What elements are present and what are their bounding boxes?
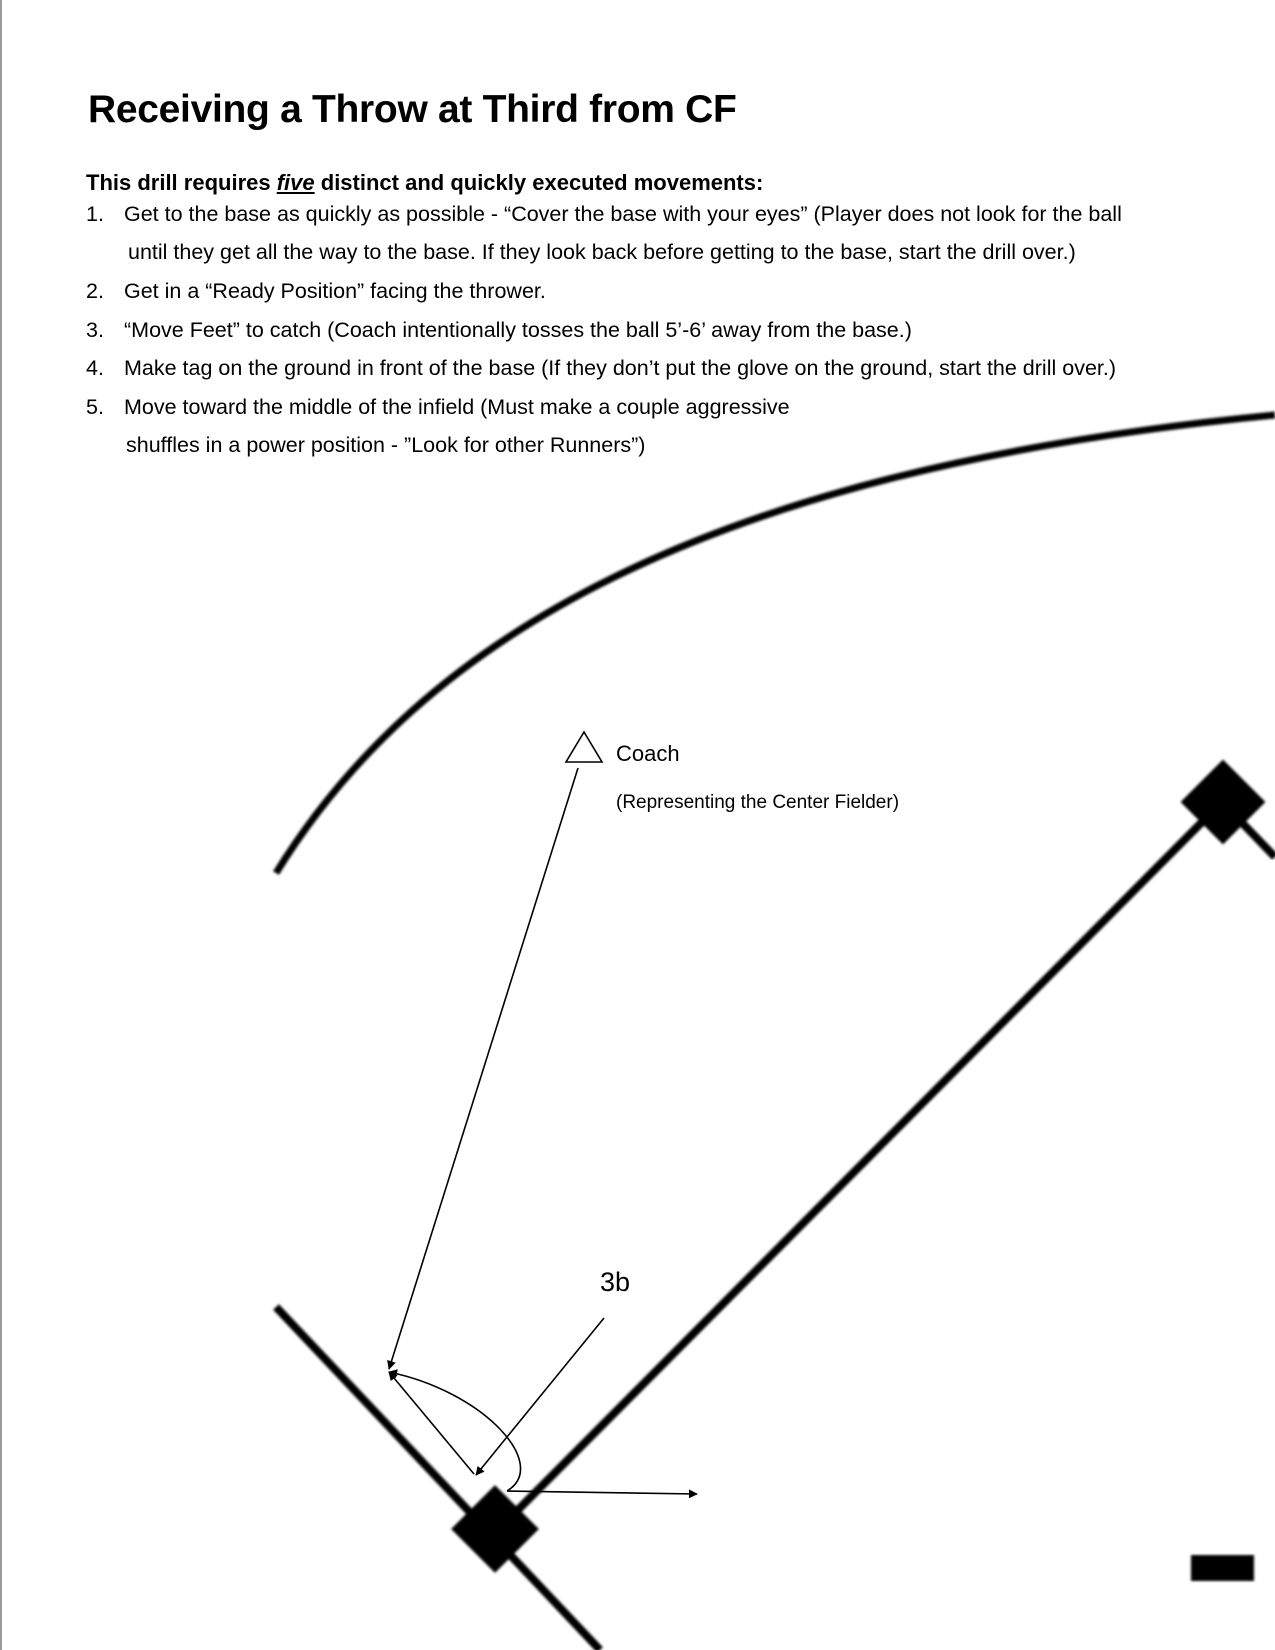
ready-position-arrow	[389, 1372, 474, 1474]
step-text: “Move Feet” to catch (Coach intentionally tosses the ball 5’-6’ away from the base.)	[124, 318, 912, 342]
base-label-3b: 3b	[600, 1267, 631, 1297]
step-number: 4.	[86, 356, 104, 380]
coach-label: Coach	[616, 741, 680, 766]
coach-marker-triangle	[566, 732, 602, 762]
page-title: Receiving a Throw at Third from CF	[88, 88, 737, 131]
baseline-third-to-second	[498, 802, 1222, 1530]
step-text: Make tag on the ground in front of the base (If they don’t put the glove on the ground, start the drill over.)	[124, 356, 1117, 380]
step-text: Move toward the middle of the infield (Must make a couple aggressive	[124, 395, 790, 419]
step-number: 1.	[86, 202, 104, 226]
base-marker	[1191, 1555, 1254, 1581]
step-number: 2.	[86, 279, 104, 303]
intro-emphasis: five	[276, 170, 315, 195]
step-text-continued: until they get all the way to the base. If they look back before getting to the base, start the drill over.)	[128, 240, 1076, 264]
player-run-arrow	[476, 1318, 604, 1475]
intro-text-before: This drill requires	[86, 170, 277, 195]
intro-text-after: distinct and quickly executed movements:	[314, 170, 764, 195]
step-text: Get to the base as quickly as possible - “Cover the base with your eyes” (Player does not look for the ball	[124, 202, 1122, 226]
step-text-continued: shuffles in a power position - ”Look for other Runners”)	[126, 433, 646, 457]
coach-note: (Representing the Center Fielder)	[616, 792, 900, 813]
step-number: 3.	[86, 318, 104, 342]
tag-loop-arrow	[389, 1372, 521, 1491]
step-text: Get in a “Ready Position” facing the thrower.	[124, 279, 546, 303]
throw-arrow	[389, 768, 578, 1369]
step-number: 5.	[86, 395, 104, 419]
